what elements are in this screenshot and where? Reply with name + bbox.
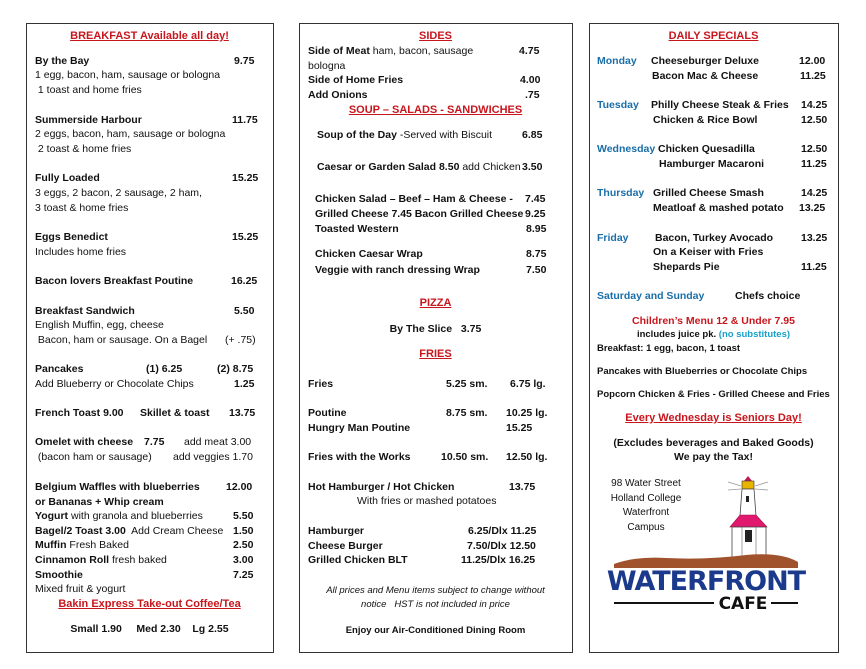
item-price: (1) 6.25	[146, 363, 183, 375]
special-price: 13.25	[799, 202, 826, 214]
kids-note: (no substitutes)	[718, 329, 791, 340]
tax-note: We pay the Tax!	[674, 451, 753, 463]
item-name: Chicken Salad – Beef – Ham & Cheese -	[315, 193, 513, 205]
item-desc: 2 eggs, bacon, ham, sausage or bologna	[35, 128, 226, 140]
item-name: Hamburger	[308, 525, 365, 537]
item-price: 11.25/Dlx 16.25	[461, 554, 536, 566]
item-desc: (bacon ham or sausage)	[35, 451, 152, 463]
item-name: Toasted Western	[315, 223, 399, 235]
item-price: 11.75	[232, 114, 258, 126]
item-price-lg: 6.75 lg.	[510, 378, 546, 390]
item-name: Bagel/2 Toast 3.00	[35, 525, 126, 537]
item-price: 6.85	[522, 129, 543, 141]
item-desc: ham, bacon, sausage	[369, 45, 474, 57]
item-row	[317, 161, 521, 174]
item-price: 1.25	[234, 378, 255, 390]
item-price: 15.25	[232, 231, 259, 243]
item-name: Veggie with ranch dressing Wrap	[315, 264, 480, 276]
weekend-label: Saturday and Sunday	[597, 290, 705, 302]
item-name: Smoothie	[35, 569, 83, 581]
special-price: 12.50	[801, 143, 828, 155]
kids-sub-row	[590, 328, 837, 341]
item-name: Breakfast Sandwich	[35, 305, 135, 317]
address-line: Waterfront	[622, 507, 670, 518]
item-name: Fries with the Works	[308, 451, 411, 463]
item-name: Soup of the Day	[317, 129, 397, 141]
item-desc: 1 egg, bacon, ham, sausage or bologna	[35, 69, 221, 81]
kids-item: Breakfast: 1 egg, bacon, 1 toast	[597, 343, 741, 354]
item-price: 1.50	[233, 525, 254, 537]
item-price: 7.50/Dlx 12.50	[467, 540, 536, 552]
item-desc: With fries or mashed potatoes	[357, 495, 497, 507]
item-name: Summerside Harbour	[35, 114, 142, 126]
address-line: 98 Water Street	[611, 478, 681, 489]
item-name: Chicken Caesar Wrap	[315, 248, 423, 260]
item-price: 7.25	[233, 569, 254, 581]
address-line: Campus	[627, 521, 665, 533]
footer-note: Enjoy our Air-Conditioned Dining Room	[345, 625, 526, 636]
item-name: Cinnamon Roll	[35, 554, 110, 566]
special-name: Bacon Mac & Cheese	[652, 70, 759, 82]
item-name: Hungry Man Poutine	[308, 422, 411, 434]
coffee-sizes: Small 1.90 Med 2.30 Lg 2.55	[70, 623, 229, 635]
item-addon: add meat 3.00	[184, 436, 252, 448]
item-name: Belgium Waffles with blueberries	[35, 481, 200, 493]
item-price: .75	[525, 89, 540, 101]
item-desc: add Chicken	[459, 161, 521, 173]
item-addon: Add Blueberry or Chocolate Chips	[35, 378, 194, 390]
address-line: Holland College	[610, 492, 682, 504]
item-name: Fries	[308, 378, 334, 390]
item-desc: Fresh Baked	[66, 539, 129, 551]
cafe-logo	[606, 472, 816, 612]
day-label: Tuesday	[597, 99, 639, 111]
special-name: On a Keiser with Fries	[653, 246, 764, 258]
breakfast-panel	[26, 23, 274, 653]
kids-item: Pancakes with Blueberries or Chocolate Chips	[597, 366, 808, 377]
special-price: 11.25	[800, 70, 826, 82]
special-name: Bacon, Turkey Avocado	[655, 232, 774, 244]
special-name: Grilled Cheese Smash	[653, 187, 764, 199]
special-price: 11.25	[801, 158, 827, 170]
item-addon: add veggies 1.70	[173, 451, 253, 463]
disclaimer: notice HST is not included in price	[361, 599, 510, 610]
soup-heading: SOUP – SALADS - SANDWICHES	[348, 104, 523, 116]
item-name: By the Bay	[35, 55, 90, 67]
item-name: Yogurt	[35, 510, 69, 522]
item-price: 3.00	[233, 554, 254, 566]
item-price: 6.25/Dlx 11.25	[468, 525, 537, 537]
special-name: Chicken & Rice Bowl	[653, 114, 758, 126]
item-name: Bacon lovers Breakfast Poutine	[35, 275, 194, 287]
item-price: 4.75	[519, 45, 540, 57]
item-desc: Mixed fruit & yogurt	[35, 583, 126, 595]
kids-sub: includes juice pk.	[636, 329, 717, 340]
item-price: 13.75	[229, 407, 256, 419]
special-name: Hamburger Macaroni	[659, 158, 765, 170]
special-price: 12.00	[799, 55, 826, 67]
item-desc: Includes home fries	[35, 246, 127, 258]
item-name: Side of Home Fries	[308, 74, 404, 86]
item-name: Poutine	[308, 407, 347, 419]
item-name: Fully Loaded	[35, 172, 100, 184]
item-desc: 2 toast & home fries	[35, 143, 132, 155]
day-label: Monday	[597, 55, 637, 67]
svg-text:CAFE: CAFE	[718, 594, 768, 612]
item-name: Cheese Burger	[308, 540, 383, 552]
item-price: 8.75	[526, 248, 547, 260]
item-price-sm: 10.50 sm.	[441, 451, 489, 463]
item-row	[35, 510, 203, 523]
day-label: Friday	[597, 232, 629, 244]
disclaimer: All prices and Menu items subject to change without	[326, 585, 545, 596]
item-price: 4.00	[520, 74, 541, 86]
item-price-lg: 15.25	[506, 422, 533, 434]
fries-heading: FRIES	[419, 348, 452, 360]
pizza-heading: PIZZA	[419, 297, 452, 309]
item-price-lg: 12.50 lg.	[506, 451, 548, 463]
special-price: 13.25	[801, 232, 828, 244]
special-price: 11.25	[801, 261, 827, 273]
excludes-note: (Excludes beverages and Baked Goods)	[613, 437, 814, 449]
item-price: 2.50	[233, 539, 254, 551]
item-name: Grilled Cheese 7.45 Bacon Grilled Cheese	[315, 208, 524, 220]
item-row	[35, 539, 129, 552]
item-name: Pancakes	[35, 363, 84, 375]
item-name: Caesar or Garden Salad 8.50	[317, 161, 460, 173]
item-name: Eggs Benedict	[35, 231, 108, 243]
day-label: Wednesday	[597, 143, 656, 155]
special-price: 14.25	[801, 187, 828, 199]
item-desc: 3 eggs, 2 bacon, 2 sausage, 2 ham,	[35, 187, 202, 199]
item-row	[308, 45, 473, 58]
specials-panel	[589, 23, 839, 653]
item-price: 16.25	[231, 275, 258, 287]
item-price: 7.75	[144, 436, 165, 448]
item-price-lg: 10.25 lg.	[506, 407, 548, 419]
item-row	[35, 554, 167, 567]
item-price: 9.25	[525, 208, 546, 220]
item-desc: Add Cream Cheese	[125, 525, 224, 537]
seniors-banner: Every Wednesday is Seniors Day!	[625, 412, 802, 424]
item-desc: 1 toast and home fries	[35, 84, 142, 96]
item-price-sm: 8.75 sm.	[446, 407, 488, 419]
item-desc: bologna	[308, 60, 346, 72]
sides-heading: SIDES	[418, 30, 452, 42]
item-price: 5.50	[234, 305, 255, 317]
item-name: Side of Meat	[308, 45, 370, 57]
item-row	[317, 129, 492, 142]
item-name: Add Onions	[308, 89, 368, 101]
coffee-heading: Bakin Express Take-out Coffee/Tea	[58, 598, 241, 610]
kids-heading: Children’s Menu 12 & Under 7.95	[632, 315, 795, 327]
item-desc: fresh baked	[109, 554, 167, 566]
day-label: Thursday	[597, 187, 645, 199]
item-name: Grilled Chicken BLT	[308, 554, 408, 566]
special-name: Shepards Pie	[653, 261, 720, 273]
item-name: Skillet & toast	[140, 407, 210, 419]
item-row	[35, 525, 223, 538]
pizza-item: By The Slice 3.75	[389, 323, 482, 335]
item-name: Muffin	[35, 539, 67, 551]
special-name: Chicken Quesadilla	[658, 143, 755, 155]
item-extra: (+ .75)	[225, 334, 256, 346]
item-desc: Bacon, ham or sausage. On a Bagel	[35, 334, 208, 346]
lighthouse-icon	[606, 472, 816, 612]
breakfast-heading: BREAKFAST Available all day!	[70, 30, 229, 42]
weekend-value: Chefs choice	[735, 290, 801, 302]
item-desc: English Muffin, egg, cheese	[35, 319, 164, 331]
item-name: Omelet with cheese	[35, 436, 134, 448]
item-price: 7.45	[525, 193, 546, 205]
item-price: 15.25	[232, 172, 259, 184]
item-price: 8.95	[526, 223, 547, 235]
item-price: (2) 8.75	[217, 363, 254, 375]
item-price: 12.00	[226, 481, 253, 493]
special-price: 14.25	[801, 99, 828, 111]
item-name: or Bananas + Whip cream	[35, 496, 164, 508]
item-name: French Toast 9.00	[35, 407, 124, 419]
special-price: 12.50	[801, 114, 828, 126]
item-name: Hot Hamburger / Hot Chicken	[308, 481, 455, 493]
item-price: 3.50	[522, 161, 543, 173]
item-price: 13.75	[509, 481, 536, 493]
special-name: Meatloaf & mashed potato	[653, 202, 784, 214]
special-name: Cheeseburger Deluxe	[651, 55, 759, 67]
item-price-sm: 5.25 sm.	[446, 378, 488, 390]
special-name: Philly Cheese Steak & Fries	[651, 99, 789, 111]
kids-item: Popcorn Chicken & Fries - Grilled Cheese and Fries	[597, 389, 830, 400]
item-price: 7.50	[526, 264, 547, 276]
item-desc: -Served with Biscuit	[396, 129, 493, 141]
item-price: 9.75	[234, 55, 255, 67]
svg-text:WATERFRONT: WATERFRONT	[606, 566, 806, 597]
sides-panel	[299, 23, 573, 653]
item-desc: with granola and blueberries	[68, 510, 203, 522]
item-desc: 3 toast & home fries	[35, 202, 129, 214]
item-price: 5.50	[233, 510, 254, 522]
specials-heading: DAILY SPECIALS	[668, 30, 759, 42]
